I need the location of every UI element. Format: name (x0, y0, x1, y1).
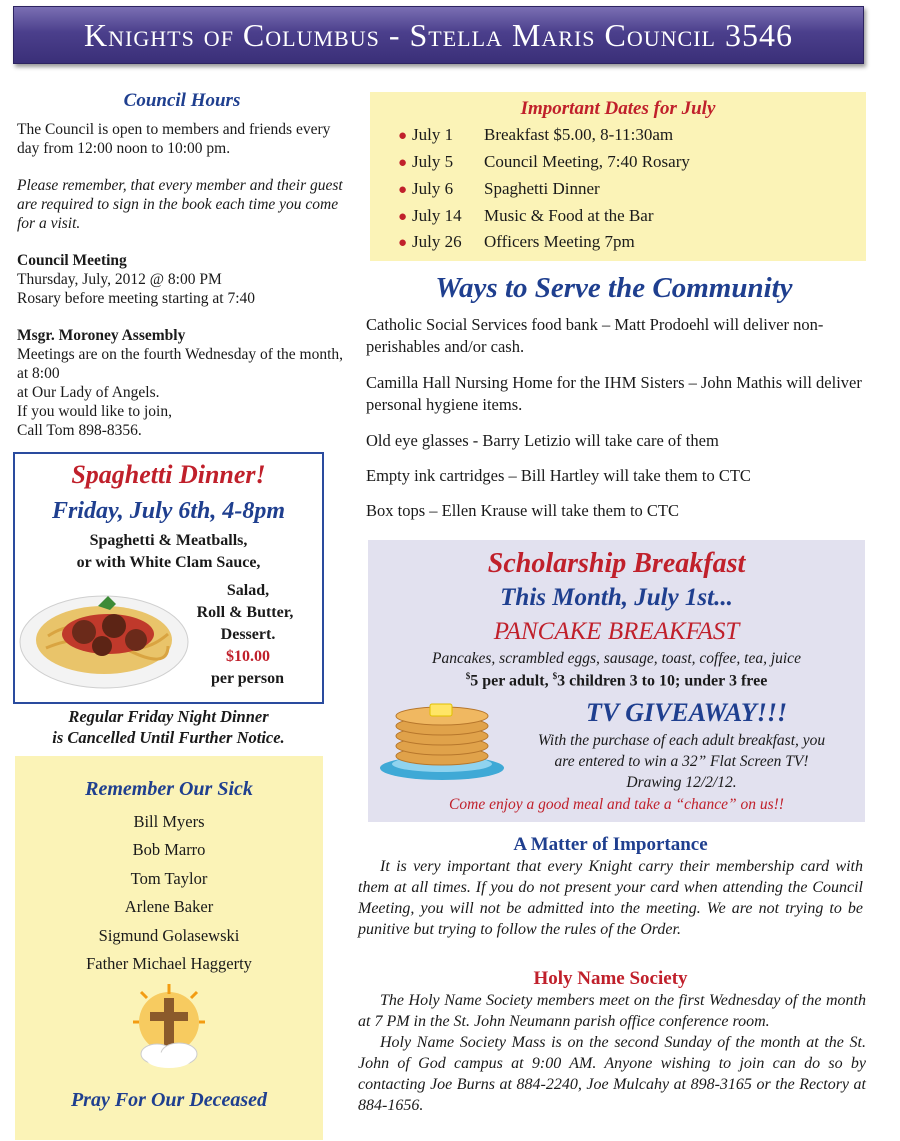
sick-list-box (15, 756, 323, 1140)
date-event: Council Meeting, 7:40 Rosary (484, 152, 690, 171)
list-item (398, 152, 690, 172)
spaghetti-dinner-box (13, 452, 324, 704)
date-label: July 6 (412, 179, 454, 198)
spaghetti-plate-icon (18, 586, 193, 690)
list-item: Bill Myers (133, 812, 205, 831)
spaghetti-line-5: Dessert. (220, 626, 276, 643)
tv-giveaway-title: TV GIVEAWAY!!! (585, 698, 788, 727)
date-label: July 5 (412, 152, 454, 171)
date-event: Spaghetti Dinner (484, 179, 600, 198)
friday-dinner-note (13, 706, 324, 748)
bullet-icon: ● (398, 209, 408, 225)
list-item: Father Michael Haggerty (86, 954, 252, 974)
friday-note-line-1: Regular Friday Night Dinner (68, 707, 269, 726)
bullet-icon: ● (398, 182, 408, 198)
date-label: July 14 (412, 206, 462, 225)
important-dates-box (370, 92, 866, 261)
holy-name-paragraph-2: Holy Name Society Mass is on the second Sunday of the month at the St. John of God campus at 9:00 AM. Anyone wishing to join can do so by contacting Joe Burns at 884-2240, Joe Mulcahy at 898-3165 or the Rectory at 884-1656. (358, 1034, 866, 1114)
assembly-heading: Msgr. Moroney Assembly (17, 327, 186, 344)
tv-line-1: With the purchase of each adult breakfast, you (537, 732, 826, 749)
list-item: Sigmund Golasewski (98, 925, 240, 945)
matter-importance-text: It is very important that every Knight carry their membership card with them at all times. If you do not present your card when attending the Council Meeting, you will not be admitted into the meeting. We are not trying to be punitive but trying to follow the rules of the Order. (358, 858, 863, 938)
holy-name-title: Holy Name Society (533, 968, 688, 989)
sick-names (15, 808, 323, 978)
pancakes-icon (378, 696, 506, 782)
important-dates-title: Important Dates for July (520, 98, 716, 119)
spaghetti-line-3: Salad, (226, 582, 270, 599)
cross-icon (133, 982, 205, 1070)
list-item (398, 232, 635, 252)
list-item: Empty ink cartridges – Bill Hartley will take them to CTC (366, 466, 751, 485)
matter-importance-body (358, 856, 863, 940)
list-item: Bob Marro (132, 840, 206, 860)
friday-note-line-2: is Cancelled Until Further Notice. (52, 728, 285, 747)
spaghetti-title: Spaghetti Dinner! (71, 460, 266, 489)
page-title: Knights of Columbus - Stella Maris Council 3546 (84, 17, 793, 53)
spaghetti-line-2: or with White Clam Sauce, (76, 554, 261, 571)
assembly-line-3: If you would like to join, (17, 403, 172, 420)
list-item (398, 206, 654, 226)
scholarship-breakfast-box (368, 540, 865, 822)
council-hours-section (17, 120, 352, 458)
date-label: July 1 (412, 125, 454, 144)
breakfast-price (368, 671, 865, 690)
breakfast-menu: Pancakes, scrambled eggs, sausage, toast, coffee, tea, juice (432, 650, 801, 667)
spaghetti-price: $10.00 (226, 648, 270, 665)
date-event: Officers Meeting 7pm (484, 232, 635, 251)
bullet-icon: ● (398, 235, 408, 251)
holy-name-paragraph-1: The Holy Name Society members meet on the first Wednesday of the month at 7 PM in the St. John Neumann parish office conference room. (358, 992, 866, 1030)
scholarship-subtitle: This Month, July 1st... (500, 584, 733, 611)
date-event: Music & Food at the Bar (484, 206, 654, 225)
sick-title: Remember Our Sick (85, 778, 253, 800)
pray-for-deceased: Pray For Our Deceased (70, 1089, 268, 1111)
bullet-icon: ● (398, 128, 408, 144)
spaghetti-line-4: Roll & Butter, (196, 604, 294, 621)
tv-line-2: are entered to win a 32” Flat Screen TV! (554, 753, 809, 770)
currency-symbol: $ (465, 671, 471, 681)
spaghetti-line-1: Spaghetti & Meatballs, (89, 532, 248, 549)
pancake-breakfast-title: PANCAKE BREAKFAST (493, 618, 740, 645)
bullet-icon: ● (398, 155, 408, 171)
tv-giveaway-text (498, 730, 865, 793)
date-label: July 26 (412, 232, 462, 251)
list-item (398, 179, 600, 199)
list-item: Old eye glasses - Barry Letizio will take care of them (366, 431, 719, 450)
rosary-note: Rosary before meeting starting at 7:40 (17, 290, 256, 307)
council-hours-text: The Council is open to members and friends every day from 12:00 noon to 10:00 pm. (17, 121, 331, 157)
council-meeting-heading: Council Meeting (17, 252, 127, 269)
list-item (398, 125, 673, 145)
council-meeting-date: Thursday, July, 2012 @ 8:00 PM (17, 271, 222, 288)
council-hours-title: Council Hours (123, 90, 241, 111)
tv-line-3: Drawing 12/2/12. (626, 774, 737, 791)
assembly-line-4: Call Tom 898-8356. (17, 422, 142, 439)
list-item: Box tops – Ellen Krause will take them to CTC (366, 501, 680, 520)
spaghetti-date: Friday, July 6th, 4-8pm (51, 498, 286, 524)
come-enjoy-text: Come enjoy a good meal and take a “chance” on us!! (449, 796, 784, 813)
list-item: Tom Taylor (130, 868, 208, 888)
spaghetti-per-person: per person (210, 670, 285, 687)
assembly-line-2: at Our Lady of Angels. (17, 384, 160, 401)
header-banner (13, 6, 864, 64)
child-price: 3 children 3 to 10; under 3 free (557, 672, 768, 690)
serve-community-title: Ways to Serve the Community (435, 272, 793, 304)
adult-price: 5 per adult, (470, 672, 553, 690)
list-item: Catholic Social Services food bank – Matt Prodoehl will deliver non-perishables and/or cash. (366, 315, 824, 356)
sign-in-note: Please remember, that every member and their guest are required to sign in the book each time you come for a visit. (17, 177, 343, 232)
matter-importance-title: A Matter of Importance (513, 834, 708, 855)
holy-name-body (358, 990, 866, 1116)
assembly-line-1: Meetings are on the fourth Wednesday of the month, at 8:00 (17, 346, 344, 382)
currency-symbol: $ (552, 671, 558, 681)
scholarship-title: Scholarship Breakfast (487, 548, 746, 579)
date-event: Breakfast $5.00, 8-11:30am (484, 125, 674, 144)
list-item: Arlene Baker (124, 897, 214, 917)
list-item: Camilla Hall Nursing Home for the IHM Sisters – John Mathis will deliver personal hygiene items. (366, 373, 862, 414)
